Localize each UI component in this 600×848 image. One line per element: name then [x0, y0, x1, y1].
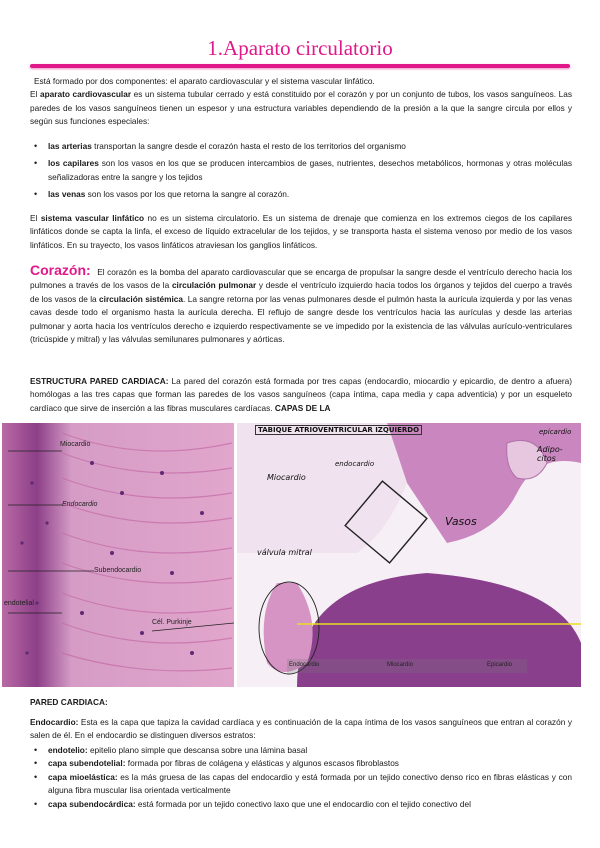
text-span: es la más gruesa de las capas del endocardio y está formada por un tejido conectivo denso rico en fibras elásticas y con alguna fibra muscular lisa orientada verticalmente — [48, 771, 572, 796]
title-underline — [30, 64, 570, 68]
label-tabique: TABIQUE ATRIOVENTRICULAR IZQUIERDO — [255, 425, 422, 435]
list-item — [30, 771, 572, 798]
text-span: Esta es la capa que tapiza la cavidad cardíaca y es continuación de la capa íntima de los vasos sanguíneos que entran al corazón y salen de él. En el endocardio se distinguen diversos estratos: — [30, 717, 572, 741]
term: capa subendocárdica: — [48, 798, 136, 809]
list-item — [30, 757, 572, 770]
bar-label-epicardio: Epicardio — [487, 662, 513, 668]
term: capa subendotelial: — [48, 758, 126, 769]
endocardium-micrograph — [2, 423, 234, 687]
text-span: El corazón es la bomba del aparato cardiovascular que se encarga de propulsar la sangre desde el ventrículo derecho hacia los pulmones a través de los vasos de la — [30, 267, 572, 291]
term: Endocardio: — [30, 717, 79, 727]
vessel-list — [30, 140, 572, 202]
micrograph-drawing — [2, 423, 234, 687]
section-heading-corazon: Corazón: — [30, 262, 91, 278]
term: ESTRUCTURA PARED CARDIACA: — [30, 376, 169, 386]
label-miocardio-hand: Miocardio — [267, 473, 306, 482]
lymph-paragraph — [30, 212, 572, 252]
term-sistema-linfatico: sistema vascular linfático — [40, 213, 145, 223]
text-span: La pared del corazón está formada por tres capas (endocardio, miocardio y epicardio, de dentro a afuera) homólogas a las tres capas que forman las paredes de los vasos sanguíneos (capa íntima, capa media y capa adventicia) y por un esqueleto cardíaco que sirve de inserción a las fibras musculares cardíacas. — [30, 376, 572, 413]
page-title: 1.Aparato circulatorio — [207, 36, 393, 60]
label-endotelial: endotelial — [4, 600, 34, 607]
label-subendocardio: Subendocardio — [94, 567, 142, 574]
text-span: es un sistema tubular cerrado y está constituido por el corazón y por un conjunto de tubos, los vasos sanguíneos. Las paredes de los vasos sanguíneos tienen un espesor y una estructura variables dependiendo de la presión a la que la sangre circula por ellos y según sus funciones especiales: — [30, 89, 572, 127]
corazon-paragraph — [30, 264, 572, 346]
list-item — [30, 157, 572, 184]
term: las arterias — [48, 141, 92, 151]
term: circulación pulmonar — [171, 280, 257, 291]
endocardio-paragraph — [30, 716, 572, 743]
text-span: está formada por un tejido conectivo laxo que une el endocardio con el tejido conectivo del — [135, 798, 471, 809]
term: las venas — [48, 189, 86, 200]
text-span: . La sangre retorna por las venas pulmonares desde el pulmón hasta la aurícula izquierda y por las venas cavas desde todo el organismo hasta la aurícula derecha. El reflujo de sangre desde los ventrículos hacia las aurículas y desde las arterias pulmonar y aorta hacia los ventrículos derecho e izquierdo respectivamente se ve impedido por la existencia de las válvulas aurículo-ventriculares (tricúspide y mitral) y las válvulas semilunares pulmonares y aórticas. — [30, 293, 572, 345]
text-span: son los vasos por los que retorna la sangre al corazón. — [85, 189, 290, 200]
label-valvula-mitral: válvula mitral — [257, 548, 312, 557]
bar-label-miocardio: Miocardio — [387, 662, 414, 668]
atrioventricular-micrograph — [237, 423, 581, 687]
term: capa mioelástica: — [48, 771, 118, 782]
estructura-paragraph — [30, 375, 572, 415]
strata-list — [30, 744, 572, 811]
term-aparato-cardiovascular: aparato cardiovascular — [39, 89, 132, 100]
text-span: no es un sistema circulatorio. Es un sistema de drenaje que comienza en los extremos ciegos de los capilares linfáticos donde se capta la linfa, el exceso de líquido extracelular de los tejidos, y se transporta hasta el sistema venoso por medio de los vasos linfáticos. En su trayecto, los vasos linfáticos atraviesan los ganglios linfáticos. — [30, 213, 573, 250]
text-span: son los vasos en los que se producen intercambios de gases, nutrientes, desechos metabólicos, hormonas y otras moléculas señalizadoras entre la sangre y los tejidos — [48, 158, 572, 182]
label-epicardio-hand: epicardio — [539, 428, 572, 436]
term: CAPAS DE LA — [274, 402, 331, 413]
text-span: formada por fibras de colágena y elásticas y algunos escasos fibroblastos — [125, 758, 399, 769]
label-purkinje: Cél. Purkinje — [152, 619, 192, 626]
list-item — [30, 188, 572, 201]
text-span: El — [30, 89, 40, 100]
intro-line: Está formado por dos componentes: el aparato cardiovascular y el sistema vascular linfático. — [34, 76, 375, 86]
term: endotelio: — [48, 745, 88, 755]
term: circulación sistémica — [99, 293, 184, 304]
label-endocardio: Endocardio — [62, 501, 98, 508]
bar-label-endocardio: Endocardio — [289, 662, 320, 668]
text-span: y desde el ventrículo izquierdo hacia todos los órganos y tejidos del cuerpo a través de los vasos de la — [30, 280, 572, 304]
label-miocardio: Miocardio — [60, 441, 91, 448]
label-vasos: Vasos — [445, 515, 477, 528]
text-span: El — [30, 213, 41, 223]
list-item — [30, 140, 572, 153]
term: los capilares — [48, 158, 99, 169]
list-item — [30, 744, 572, 757]
pared-heading: PARED CARDIACA: — [30, 697, 108, 707]
intro-section — [30, 75, 572, 129]
text-span: epitelio plano simple que descansa sobre una lámina basal — [87, 745, 308, 755]
text-span: transportan la sangre desde el corazón hasta el resto de los territorios del organismo — [91, 141, 406, 151]
label-endocardio-hand: endocardio — [335, 460, 375, 468]
list-item — [30, 798, 572, 811]
cardiovascular-paragraph — [30, 88, 572, 128]
label-adipocitos: Adipo-citos — [537, 445, 563, 463]
